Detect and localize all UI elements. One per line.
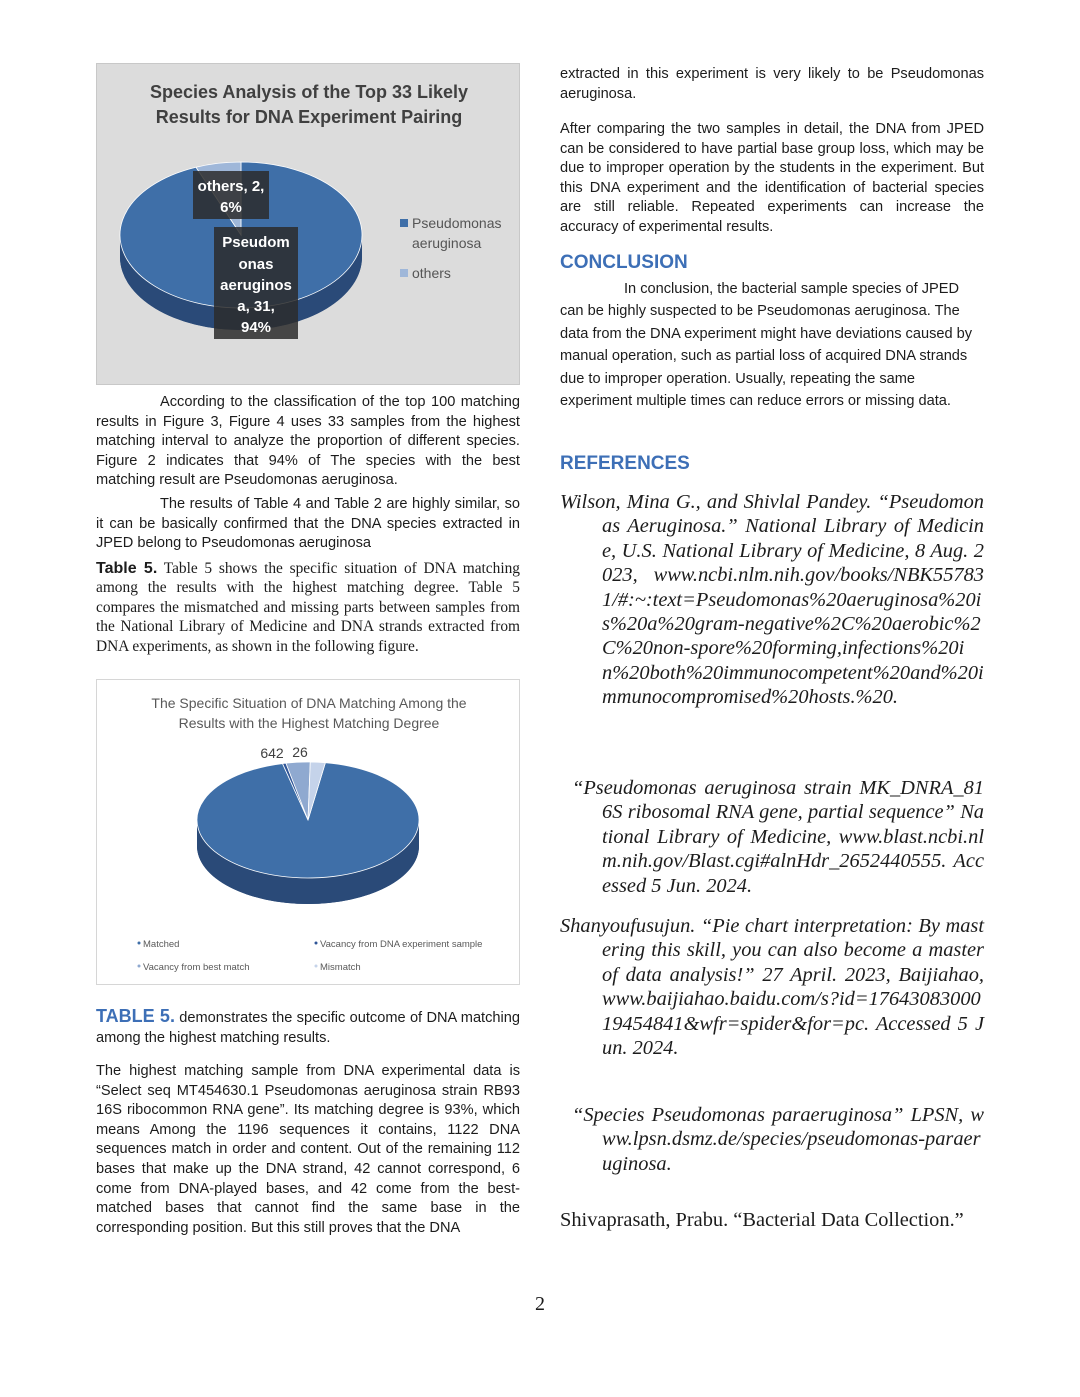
data-label-pa-line1: Pseudom: [222, 234, 290, 251]
legend-label-matched: Matched: [143, 939, 180, 950]
right-paragraph-1: extracted in this experiment is very likely to be Pseudomonas aeruginosa.: [560, 66, 984, 102]
right-paragraph-2: After comparing the two samples in detail, the DNA from JPED can be considered to have partial base group loss, which may be due to improper operation by the students in the experiment. But this DNA experiment and the identification of bacterial species are still reliable. Repeated experiments can increase the accuracy of experimental results.: [560, 121, 984, 235]
figure-species-pie-chart: [96, 63, 520, 385]
table5-label: Table 5.: [96, 560, 158, 577]
left-paragraph-4-text: demonstrates the specific outcome of DNA matching among the highest matching results.: [96, 1010, 520, 1046]
conclusion-text: In conclusion, the bacterial sample species of JPED can be highly suspected to be Pseudomonas aeruginosa. The data from the DNA experiment might have deviations caused by manual operation, such as partial loss of acquired DNA strands due to improper operation. Usually, repeating the same experiment multiple times can reduce errors or missing data.: [560, 281, 973, 410]
fig2-data-label-642: 642: [260, 745, 284, 761]
data-label-pa-line3: aeruginos: [220, 277, 292, 294]
left-paragraph-3-text: Table 5 shows the specific situation of DNA matching among the results with the highest matching degree. Table 5 compares the mismatched and missing parts between samples from the National Library of Medicine and DNA strands extracted from DNA experiments, as shown in the following figure.: [96, 560, 520, 655]
left-paragraph-2: The results of Table 4 and Table 2 are highly similar, so it can be basically confirmed that the DNA species extracted in JPED belong to Pseudomonas aeruginosa: [96, 496, 520, 552]
left-paragraph-4: [96, 1007, 520, 1048]
reference-4: “Species Pseudomonas paraeruginosa” LPSN, www.lpsn.dsmz.de/species/pseudomonas-paraeruginosa.: [572, 1104, 984, 1175]
legend-dot-mismatch: [315, 965, 318, 968]
reference-1: Wilson, Mina G., and Shivlal Pandey. “Pseudomonas Aeruginosa.” National Library of Medicine, U.S. National Library of Medicine, 8 Aug. 2023, www.ncbi.nlm.nih.gov/books/NBK557831/#:~:text=Pseudomonas%20aeruginosa%20is%20a%20gram-negative%2C%20aerobic%2C%20non-spore%20forming,infections%20in%20both%20immunocompetent%20and%20immunocompromised%20hosts.%20.: [560, 491, 984, 709]
references-heading: REFERENCES: [560, 453, 690, 474]
fig1-title-line2: Results for DNA Experiment Pairing: [155, 107, 463, 127]
species-pie-svg: [97, 64, 521, 386]
data-label-others-line1: others, 2,: [197, 178, 265, 195]
legend-label-pseudomonas-line1: Pseudomonas: [412, 215, 502, 231]
legend-label-mismatch: Mismatch: [320, 962, 361, 973]
legend-swatch-pseudomonas: [400, 219, 408, 227]
left-paragraph-3: [96, 559, 520, 656]
reference-2: “Pseudomonas aeruginosa strain MK_DNRA_816S ribosomal RNA gene, partial sequence” National Library of Medicine, www.blast.ncbi.nlm.nih.gov/Blast.cgi#alnHdr_2652440555. Accessed 5 Jun. 2024.: [572, 777, 984, 897]
legend-label-pseudomonas-line2: aeruginosa: [412, 235, 482, 251]
legend-swatch-others: [400, 269, 408, 277]
data-label-pa-line2: onas: [238, 256, 274, 273]
table5-caption-label: TABLE 5.: [96, 1006, 175, 1026]
fig2-title-line2: Results with the Highest Matching Degree: [178, 715, 440, 731]
matching-pie-svg: [97, 680, 521, 986]
fig1-title-line1: Species Analysis of the Top 33 Likely: [149, 82, 469, 102]
legend-label-vacancy-dna: Vacancy from DNA experiment sample: [320, 939, 483, 950]
legend-dot-vacancy-dna: [315, 942, 318, 945]
data-label-pa-line4: a, 31,: [237, 298, 275, 315]
data-label-others-line2: 6%: [220, 199, 242, 216]
left-paragraph-5: The highest matching sample from DNA experimental data is “Select seq MT454630.1 Pseudomonas aeruginosa strain RB93 16S ribocommon RNA gene”. Its matching degree is 93%, which means Among the 1196 sequences it contains, 1122 DNA sequences match in order and content. Out of the remaining 112 bases that make up the DNA strand, 42 cannot correspond, 6 come from DNA-played bases, and 42 come from the best-matched bases that cannot find the same base in the corresponding position. But this still proves that the DNA: [96, 1063, 520, 1236]
data-label-pa-line5: 94%: [240, 319, 272, 336]
reference-5: Shivaprasath, Prabu. “Bacterial Data Collection.”: [560, 1209, 964, 1231]
legend-label-others: others: [412, 265, 451, 281]
reference-3: Shanyoufusujun. “Pie chart interpretation: By mastering this skill, you can also become a master of data analysis!” 27 April. 2023, Baijiahao, www.baijiahao.baidu.com/s?id=1764308300019454841&wfr=spider&for=pc. Accessed 5 Jun. 2024.: [560, 915, 984, 1060]
fig2-title-line1: The Specific Situation of DNA Matching Among the: [151, 695, 467, 711]
page-number: 2: [535, 1293, 545, 1315]
left-paragraph-1: According to the classification of the top 100 matching results in Figure 3, Figure 4 uses 33 samples from the highest matching interval to analyze the proportion of different species. Figure 2 indicates that 94% of The species with the best matching result are Pseudomonas aeruginosa.: [96, 394, 520, 489]
legend-label-vacancy-best: Vacancy from best match: [143, 962, 250, 973]
figure-dna-matching-pie-chart: [96, 679, 520, 985]
legend-dot-matched: [138, 942, 141, 945]
conclusion-heading: CONCLUSION: [560, 252, 688, 273]
fig2-data-label-26: 26: [292, 744, 308, 760]
legend-dot-vacancy-best: [138, 965, 141, 968]
